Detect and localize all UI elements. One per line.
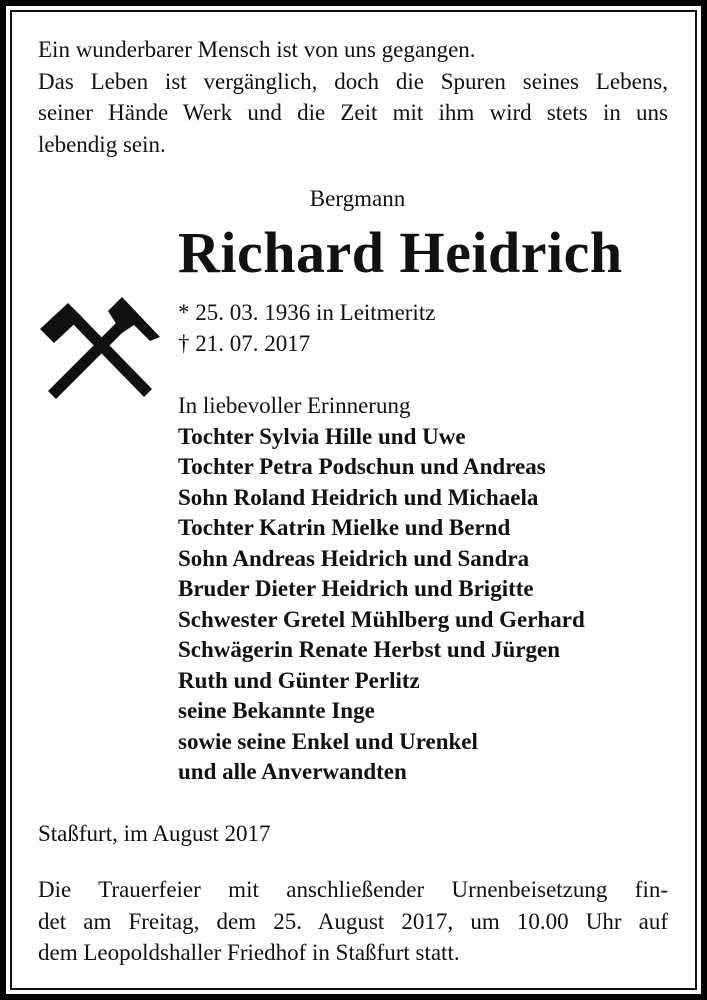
hammer-and-pick-icon (38, 291, 162, 401)
place-and-date: Staßfurt, im August 2017 (38, 821, 271, 846)
mourners-list (178, 391, 585, 788)
mourner-line: und alle Anverwandten (178, 759, 407, 784)
funeral-line: Die Trauerfeier mit anschließender Urnenbeisetzung fin- (38, 877, 668, 902)
mourner-line: seine Bekannte Inge (178, 698, 375, 723)
mourner-line: Ruth und Günter Perlitz (178, 667, 420, 693)
mourner-line: Sohn Roland Heidrich und Michaela (178, 484, 539, 510)
mourner-line: Tochter Petra Podschun und Andreas (178, 454, 546, 479)
death-date: † 21. 07. 2017 (178, 330, 311, 356)
profession: Bergmann (309, 186, 406, 211)
mourner-line: Tochter Sylvia Hille und Uwe (178, 423, 466, 449)
mourners-intro: In liebevoller Erinnerung (178, 393, 411, 418)
life-dates (178, 298, 435, 359)
intro-line: Das Leben ist vergänglich, doch die Spuren seines Lebens, (38, 68, 668, 94)
funeral-line: dem Leopoldshaller Friedhof in Staßfurt statt. (38, 940, 460, 965)
mourner-line: Bruder Dieter Heidrich und Brigitte (178, 576, 534, 601)
intro-line: Ein wunderbarer Mensch ist von uns gegangen. (38, 37, 476, 62)
mourner-line: Schwägerin Renate Herbst und Jürgen (178, 637, 561, 662)
intro-line: seiner Hände Werk und die Zeit mit ihm wird stets in uns (38, 100, 668, 125)
mourner-line: Tochter Katrin Mielke und Bernd (178, 515, 511, 540)
intro-line: lebendig sein. (38, 131, 166, 157)
mourner-line: sowie seine Enkel und Urenkel (178, 728, 478, 754)
obituary-notice (6, 6, 701, 994)
deceased-name: Richard Heidrich (178, 220, 623, 285)
funeral-line: det am Freitag, dem 25. August 2017, um 10.00 Uhr auf (38, 908, 668, 934)
funeral-info (38, 874, 668, 969)
mourner-line: Schwester Gretel Mühlberg und Gerhard (178, 606, 585, 632)
intro-text (38, 34, 668, 160)
birth-date: * 25. 03. 1936 in Leitmeritz (178, 300, 436, 325)
mourner-line: Sohn Andreas Heidrich und Sandra (178, 545, 530, 571)
